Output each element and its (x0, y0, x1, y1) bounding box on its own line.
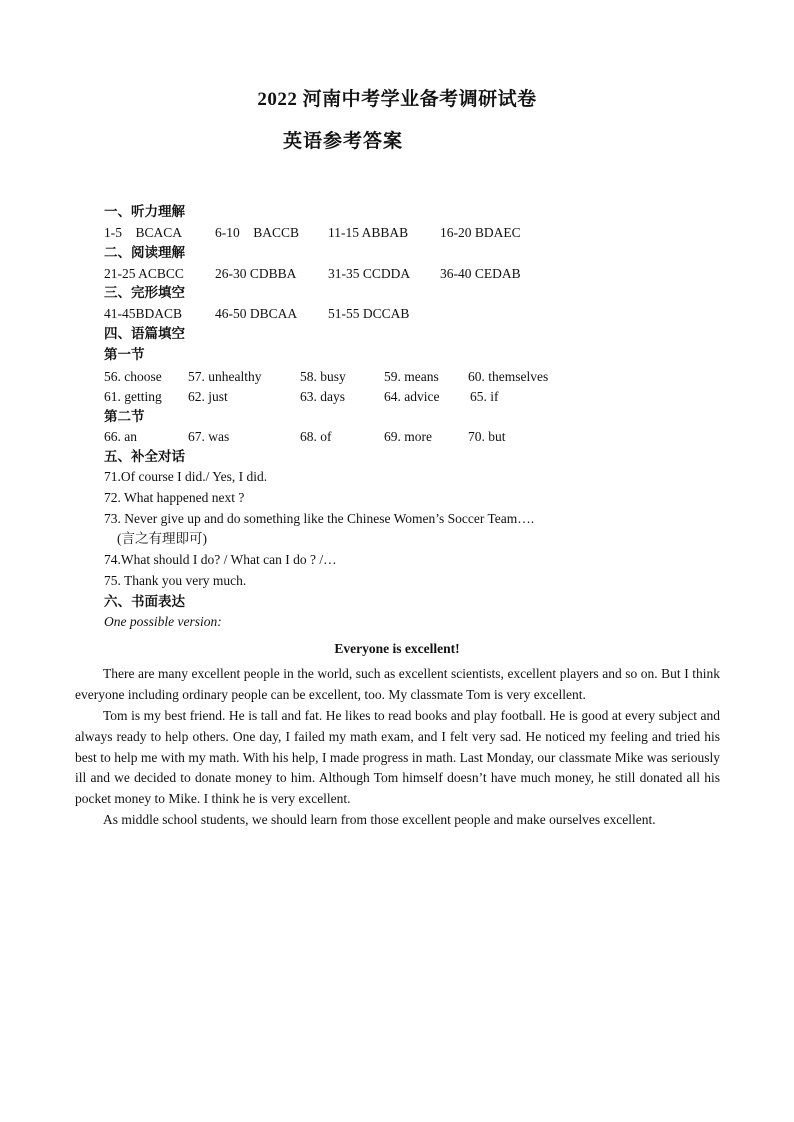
answer-cell: 64. advice (384, 389, 440, 404)
dialogue-answer-75: 75. Thank you very much. (104, 573, 247, 588)
section-heading-passage-fill: 四、语篇填空 (104, 326, 185, 341)
essay-paragraph-1: There are many excellent people in the world, such as excellent scientists, excellent players and so on. But I think everyone including ordinary people can be excellent, too. My classmate Tom is very excellent. (75, 666, 720, 702)
answer-cell: 62. just (188, 389, 228, 404)
answer-cell: 57. unhealthy (188, 369, 262, 384)
answer-cell: 69. more (384, 429, 432, 444)
dialogue-answer-74: 74.What should I do? / What can I do ? /… (104, 552, 337, 567)
answer-cell: 41-45BDACB (104, 306, 183, 321)
answer-cell: 11-15 ABBAB (328, 225, 409, 240)
answer-cell: 67. was (188, 429, 230, 444)
answer-cell: 66. an (104, 429, 137, 444)
answer-cell: 1-5 BCACA (104, 225, 183, 240)
answer-cell: 51-55 DCCAB (328, 306, 410, 321)
section-heading-dialogue: 五、补全对话 (104, 449, 185, 464)
writing-note: One possible version: (104, 614, 222, 629)
answer-cell: 65. if (470, 389, 499, 404)
answer-cell: 56. choose (104, 369, 162, 384)
answer-cell: 58. busy (300, 369, 346, 384)
answer-cell: 70. but (468, 429, 506, 444)
answer-cell: 26-30 CDBBA (215, 266, 297, 281)
answer-cell: 36-40 CEDAB (440, 266, 521, 281)
answer-cell: 31-35 CCDDA (328, 266, 411, 281)
answer-cell: 46-50 DBCAA (215, 306, 298, 321)
dialogue-answer-71: 71.Of course I did./ Yes, I did. (104, 469, 268, 484)
essay-paragraph-2: Tom is my best friend. He is tall and fat. He likes to read books and play football. He is good at every subject and always ready to help others. One day, I failed my math exam, and I felt very sad. He noticed my feeling and tried his best to help me with my math. With his help, I made progress in math. Last Monday, our classmate Mike was seriously ill and we decided to donate money to him. Although Tom himself doesn’t have much money, he still donated all his pocket money to Mike. I think he is very excellent. (75, 708, 720, 807)
page-subtitle: 英语参考答案 (283, 131, 404, 152)
part-heading-2: 第二节 (104, 409, 145, 424)
dialogue-answer-73: 73. Never give up and do something like the Chinese Women’s Soccer Team…. (104, 511, 535, 526)
page-title: 2022 河南中考学业备考调研试卷 (257, 89, 537, 110)
dialogue-answer-72: 72. What happened next ? (104, 490, 245, 505)
part-heading-1: 第一节 (104, 347, 145, 362)
section-heading-cloze: 三、完形填空 (104, 285, 185, 300)
essay-paragraph-3: As middle school students, we should learn from those excellent people and make ourselves excellent. (103, 812, 656, 827)
answer-cell: 59. means (384, 369, 439, 384)
answer-cell: 61. getting (104, 389, 162, 404)
essay-title: Everyone is excellent! (334, 641, 460, 656)
answer-cell: 60. themselves (468, 369, 549, 384)
answer-cell: 16-20 BDAEC (440, 225, 521, 240)
section-heading-listening: 一、听力理解 (104, 204, 185, 219)
section-heading-writing: 六、书面表达 (104, 594, 185, 609)
section-heading-reading: 二、阅读理解 (104, 245, 185, 260)
answer-cell: 63. days (300, 389, 345, 404)
answer-cell: 21-25 ACBCC (104, 266, 184, 281)
dialogue-note: (言之有理即可) (117, 531, 207, 546)
answer-cell: 68. of (300, 429, 332, 444)
answer-cell: 6-10 BACCB (215, 225, 300, 240)
